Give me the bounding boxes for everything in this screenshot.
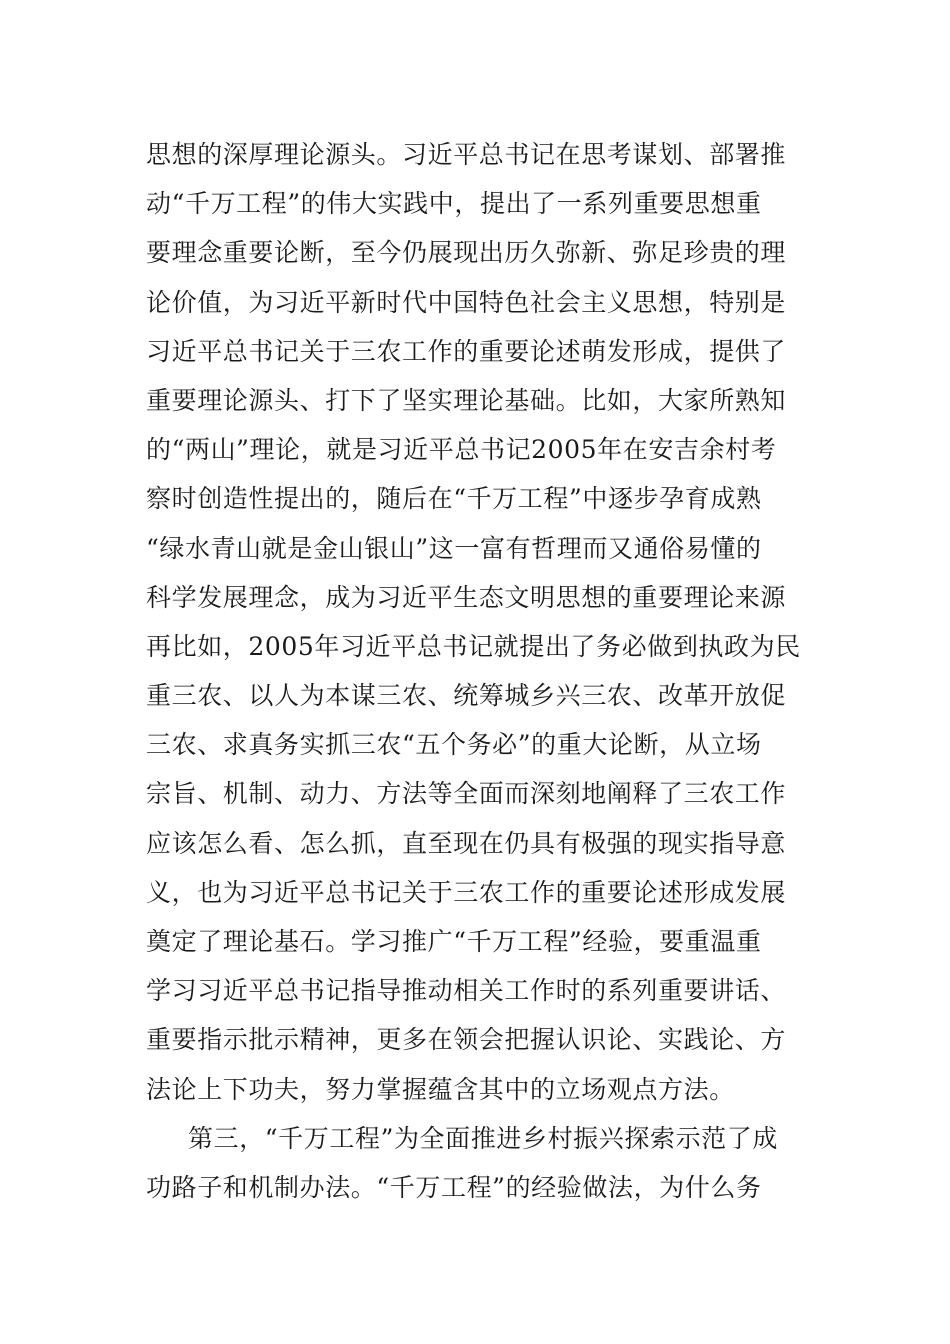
text-line: 重要理论源头、打下了坚实理论基础。比如，大家所熟知 (146, 385, 787, 415)
text-line: 再比如，2005年习近平总书记就提出了务必做到执政为民 (146, 631, 801, 661)
paragraph-start-line: 第三，“千万工程”为全面推进乡村振兴探索示范了成 (188, 1123, 778, 1153)
text-line: 要理念重要论断，至今仍展现出历久弥新、弥足珍贵的理 (146, 238, 787, 268)
text-line: 动“千万工程”的伟大实践中，提出了一系列重要思想重 (146, 189, 762, 219)
text-line: 应该怎么看、怎么抓，直至现在仍具有极强的现实指导意 (146, 828, 787, 858)
text-line: 察时创造性提出的，随后在“千万工程”中逐步孕育成熟 (146, 484, 762, 514)
text-line: 三农、求真务实抓三农“五个务必”的重大论断，从立场 (146, 730, 762, 760)
text-line: 的“两山”理论，就是习近平总书记2005年在安吉余村考 (146, 435, 777, 465)
text-line: 思想的深厚理论源头。习近平总书记在思考谋划、部署推 (146, 140, 787, 169)
text-line: 重三农、以人为本谋三农、统筹城乡兴三农、改革开放促 (146, 681, 787, 711)
text-line: 奠定了理论基石。学习推广“千万工程”经验，要重温重 (146, 927, 762, 956)
text-line: “绿水青山就是金山银山”这一富有哲理而又通俗易懂的 (146, 533, 762, 563)
text-line: 义，也为习近平总书记关于三农工作的重要论述形成发展 (146, 877, 787, 907)
text-line: 重要指示批示精神，更多在领会把握认识论、实践论、方 (146, 1025, 787, 1055)
body-text (146, 130, 810, 1212)
text-line: 论价值，为习近平新时代中国特色社会主义思想，特别是 (146, 287, 787, 317)
text-line: 功路子和机制办法。“千万工程”的经验做法，为什么务 (146, 1172, 762, 1202)
text-line: 法论上下功夫，努力掌握蕴含其中的立场观点方法。 (146, 1074, 735, 1104)
text-line: 习近平总书记关于三农工作的重要论述萌发形成，提供了 (146, 336, 787, 366)
text-line: 学习习近平总书记指导推动相关工作时的系列重要讲话、 (146, 976, 787, 1006)
text-line: 科学发展理念，成为习近平生态文明思想的重要理论来源 (146, 582, 787, 612)
text-line: 宗旨、机制、动力、方法等全面而深刻地阐释了三农工作 (146, 779, 787, 809)
